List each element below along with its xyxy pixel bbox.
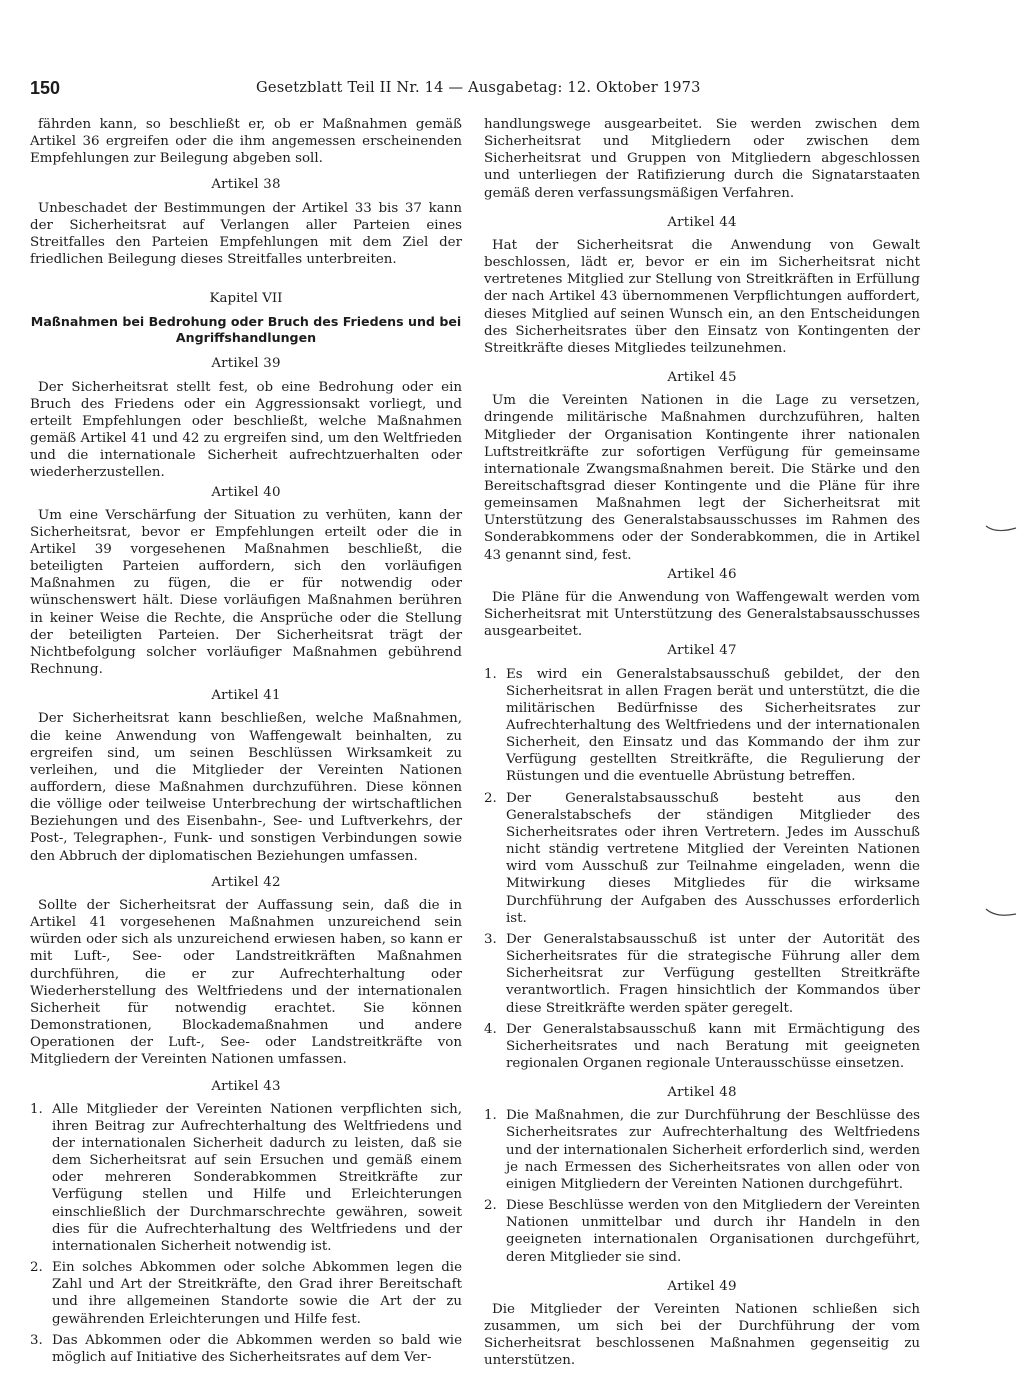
- article-40-text: Um eine Verschärfung der Situation zu verhüten, kann der Sicherheitsrat, bevor er Empfehlungen erteilt oder die in Artikel 39 vorgesehenen Maßnahmen beschließt, die beteiligten Parteien auffordern, sich den vorläufigen Maßnahmen zu fügen, die er für notwendig oder wünschenswert hält. Diese vorläufigen Maßnahmen berühren in keiner Weise die Rechte, die Ansprüche oder die Stellung der beteiligten Parteien. Der Sicherheitsrat trägt der Nichtbefolgung solcher vorläufiger Maßnahmen gebührend Rechnung.: [30, 507, 462, 678]
- item-number: 2.: [484, 790, 497, 806]
- item-text: Ein solches Abkommen oder solche Abkommen legen die Zahl und Art der Streitkräfte, den Grad ihrer Bereitschaft und ihre allgemeinen Standorte sowie die Art der zu gewährenden Erleichterungen und Hilfe fest.: [52, 1260, 462, 1327]
- article-49-title: Artikel 49: [667, 1278, 737, 1294]
- article-45-text: Um die Vereinten Nationen in die Lage zu versetzen, dringende militärische Maßnahmen durchzuführen, halten Mitglieder der Organisation Kontingente ihrer nationalen Luftstreitkräfte zur sofortigen Verfügung für gemeinsame internationale Zwangsmaßnahmen bereit. Die Stärke und den Bereitschaftsgrad dieser Kontingente und die Pläne für ihre gemeinsamen Maßnahmen legt der Sicherheitsrat mit Unterstützung des Generalstabsausschusses im Rahmen des Sonderabkommens oder der Sonderabkommen, die in Artikel 43 genannt sind, fest.: [484, 393, 920, 563]
- article-44-text: Hat der Sicherheitsrat die Anwendung von Gewalt beschlossen, lädt er, bevor er ein im Sicherheitsrat nicht vertretenes Mitglied zur Stellung von Streitkräften in Erfüllung der nach Artikel 43 übernommenen Verpflichtungen auffordert, dieses Mitglied auf seinen Wunsch ein, an den Entscheidungen des Sicherheitsrates über den Einsatz von Kontingenten der Streitkräfte dieses Mitgliedes teilzunehmen.: [484, 237, 920, 356]
- margin-mark-icon: [984, 906, 1018, 920]
- item-text: Der Generalstabsausschuß kann mit Ermächtigung des Sicherheitsrates und nach Beratung mit geeigneten regionalen Organen regionale Unterausschüsse einsetzen.: [506, 1021, 920, 1071]
- article-39-title: Artikel 39: [211, 356, 281, 372]
- list-item: [484, 1197, 920, 1266]
- item-number: 3.: [30, 1332, 43, 1348]
- continued-paragraph: handlungswege ausgearbeitet. Sie werden zwischen dem Sicherheitsrat und Mitgliedern oder zwischen dem Sicherheitsrat und Gruppen von Mitgliedern abgeschlossen und unterliegen der Ratifizierung durch die Signatarstaaten gemäß deren verfassungsmäßigen Verfahren.: [484, 117, 920, 201]
- article-41-text: Der Sicherheitsrat kann beschließen, welche Maßnahmen, die keine Anwendung von Waffengewalt beinhalten, zu ergreifen sind, um seinen Beschlüssen Wirksamkeit zu verleihen, und die Mitglieder der Vereinten Nationen auffordern, diese Maßnahmen durchzuführen. Diese können die völlige oder teilweise Unterbrechung der wirtschaftlichen Beziehungen und des Eisenbahn-, See- und Luftverkehrs, der Post-, Telegraphen-, Funk- und sonstigen Verbindungen sowie den Abbruch der diplomatischen Beziehungen umfassen.: [30, 711, 462, 864]
- item-number: 1.: [30, 1101, 43, 1117]
- continued-paragraph: fährden kann, so beschließt er, ob er Maßnahmen gemäß Artikel 36 ergreifen oder die ihm angemessen erscheinenden Empfehlungen zur Beilegung abgeben soll.: [30, 117, 462, 167]
- item-number: 3.: [484, 931, 497, 947]
- item-number: 4.: [484, 1021, 497, 1037]
- list-item: [30, 1332, 462, 1366]
- list-item: [484, 666, 920, 786]
- item-text: Es wird ein Generalstabsausschuß gebildet, der den Sicherheitsrat in allen Fragen berät und unterstützt, die die militärischen Bedürfnisse des Sicherheitsrates zur Aufrechterhaltung des Weltfriedens und der internationalen Sicherheit, den Einsatz und das Kommando der ihm zur Verfügung gestellten Streitkräfte, die Regulierung der Rüstungen und die eventuelle Abrüstung betreffen.: [506, 666, 920, 785]
- item-number: 1.: [484, 666, 497, 682]
- list-item: [484, 1107, 920, 1193]
- left-column: [30, 116, 462, 1370]
- article-48-title: Artikel 48: [667, 1085, 737, 1101]
- right-column: [484, 116, 920, 1369]
- article-44-title: Artikel 44: [667, 214, 737, 230]
- list-item: [484, 1021, 920, 1072]
- article-39-text: Der Sicherheitsrat stellt fest, ob eine Bedrohung oder ein Bruch des Friedens oder ein Aggressionsakt vorliegt, und erteilt Empfehlungen oder beschließt, welche Maßnahmen gemäß Artikel 41 und 42 zu ergreifen sind, um den Weltfrieden und die internationale Sicherheit aufrechtzuerhalten oder wiederherzustellen.: [30, 379, 462, 481]
- page-number: 150: [30, 78, 61, 98]
- article-49-text: Die Mitglieder der Vereinten Nationen schließen sich zusammen, um sich bei der Durchführung der vom Sicherheitsrat beschlossenen Maßnahmen gegenseitig zu unterstützen.: [484, 1301, 920, 1369]
- article-42-text: Sollte der Sicherheitsrat der Auffassung sein, daß die in Artikel 41 vorgesehenen Maßnahmen unzureichend sein würden oder sich als unzureichend erwiesen haben, so kann er mit Luft-, See- oder Landstreitkräften Maßnahmen durchführen, die er zur Aufrechterhaltung oder Wiederherstellung des Weltfriedens und der internationalen Sicherheit für notwendig erachtet. Sie können Demonstrationen, Blockademaßnahmen und andere Operationen der Luft-, See- oder Landstreitkräfte von Mitgliedern der Vereinten Nationen umfassen.: [30, 897, 462, 1068]
- chapter-label: Kapitel VII: [209, 291, 283, 307]
- item-number: 1.: [484, 1108, 497, 1124]
- article-45-title: Artikel 45: [667, 370, 737, 386]
- item-text: Die Maßnahmen, die zur Durchführung der Beschlüsse des Sicherheitsrates zur Aufrechterhaltung des Weltfriedens und der internationalen Sicherheit erforderlich sind, werden je nach Ermessen des Sicherheitsrates von allen oder von einigen Mitgliedern der Vereinten Nationen durchgeführt.: [506, 1108, 920, 1192]
- chapter-heading: Maßnahmen bei Bedrohung oder Bruch des Friedens und bei Angriffshandlungen: [30, 314, 462, 346]
- item-number: 2.: [484, 1198, 497, 1214]
- article-46-text: Die Pläne für die Anwendung von Waffengewalt werden vom Sicherheitsrat mit Unterstützung des Generalstabsausschusses ausgearbeitet.: [484, 589, 920, 640]
- margin-mark-icon: [984, 522, 1018, 536]
- item-text: Das Abkommen oder die Abkommen werden so bald wie möglich auf Initiative des Sicherheitsrates auf dem Ver-: [52, 1332, 462, 1365]
- page-header: [30, 78, 996, 104]
- article-43-title: Artikel 43: [211, 1078, 281, 1094]
- item-text: Der Generalstabsausschuß ist unter der Autorität des Sicherheitsrates für die strategische Führung aller dem Sicherheitsrat zur Verfügung gestellten Streitkräfte verantwortlich. Fragen hinsichtlich der Kommandos über diese Streitkräfte werden später geregelt.: [506, 931, 920, 1016]
- running-head: Gesetzblatt Teil II Nr. 14 — Ausgabetag: 12. Oktober 1973: [256, 79, 701, 96]
- list-item: [30, 1259, 462, 1328]
- article-41-title: Artikel 41: [211, 688, 281, 704]
- list-item: [30, 1101, 462, 1255]
- item-text: Diese Beschlüsse werden von den Mitgliedern der Vereinten Nationen unmittelbar und durch ihr Handeln in den geeigneten internationalen Organisationen durchgeführt, deren Mitglieder sie sind.: [506, 1198, 920, 1265]
- item-text: Alle Mitglieder der Vereinten Nationen verpflichten sich, ihren Beitrag zur Aufrechterhaltung des Weltfriedens und der internationalen Sicherheit dadurch zu leisten, daß sie dem Sicherheitsrat auf sein Ersuchen und gemäß einem oder mehreren Sonderabkommen Streitkräfte zur Verfügung stellen und Hilfe und Erleichterungen einschließlich der Durchmarschrechte gewähren, soweit dies für die Aufrechterhaltung des Weltfriedens und der internationalen Sicherheit notwendig ist.: [52, 1101, 462, 1254]
- item-number: 2.: [30, 1260, 43, 1276]
- article-42-title: Artikel 42: [211, 874, 281, 890]
- article-46-title: Artikel 46: [667, 566, 737, 582]
- list-item: [484, 790, 920, 927]
- article-38-text: Unbeschadet der Bestimmungen der Artikel 33 bis 37 kann der Sicherheitsrat auf Verlangen aller Parteien eines Streitfalles den Parteien Empfehlungen mit dem Ziel der friedlichen Beilegung dieses Streitfalles unterbreiten.: [30, 200, 462, 268]
- article-40-title: Artikel 40: [211, 484, 281, 500]
- article-38-title: Artikel 38: [211, 177, 281, 193]
- item-text: Der Generalstabsausschuß besteht aus den Generalstabschefs der ständigen Mitglieder des Sicherheitsrates oder ihren Vertretern. Jedes im Ausschuß nicht ständig vertretene Mitglied der Vereinten Nationen wird vom Ausschuß zur Teilnahme eingeladen, wenn die Mitwirkung dieses Mitgliedes für die wirksame Durchführung der Aufgaben des Ausschusses erforderlich ist.: [506, 790, 920, 926]
- list-item: [484, 931, 920, 1017]
- article-47-title: Artikel 47: [667, 643, 737, 659]
